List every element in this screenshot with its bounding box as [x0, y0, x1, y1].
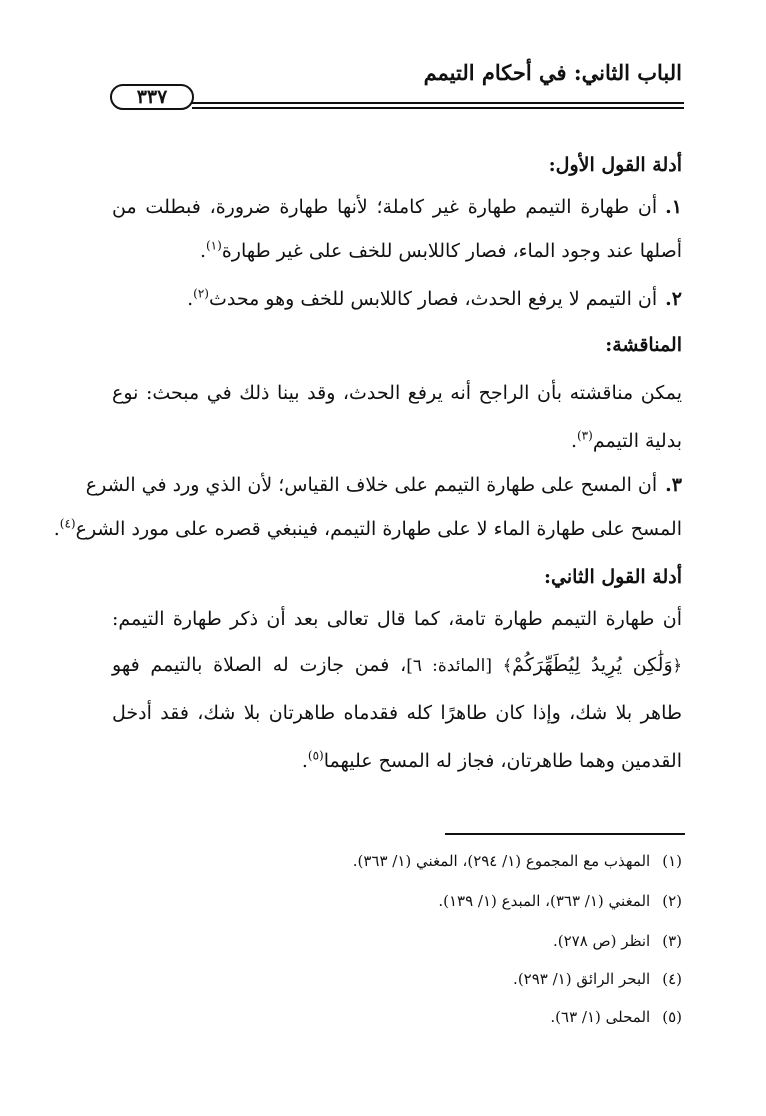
discussion-line-1: يمكن مناقشته بأن الراجح أنه يرفع الحدث، وقد بينا ذلك في مبحث: نوع — [112, 382, 682, 404]
second-opinion-line-3: طاهر بلا شك، وإذا كان طاهرًا كله فقدماه طاهرتان بلا شك، فقد أدخل — [112, 702, 682, 724]
header-rule-secondary — [192, 107, 684, 109]
footnote-3 — [553, 930, 682, 952]
point-3-text-1: أن المسح على طهارة التيمم على خلاف القياس؛ لأن الذي ورد في الشرع — [85, 474, 658, 496]
footnote-5 — [550, 1006, 682, 1028]
footnote-ref-1: (١) — [205, 238, 222, 253]
point-1-text-1: أن طهارة التيمم طهارة غير كاملة؛ لأنها طهارة ضرورة، فبطلت من — [112, 196, 658, 218]
quran-close-bracket: ﴾ — [502, 656, 513, 675]
point-2-line: ٢.أن التيمم لا يرفع الحدث، فصار كاللابس للخف وهو محدث$^{(٢)}$. — [187, 286, 682, 310]
footnote-4-number: (٤) — [662, 970, 682, 988]
footnote-5-text: المحلى (١/ ٦٣). — [550, 1008, 651, 1026]
second-opinion-line-4: القدمين وهما طاهرتان، فجاز له المسح عليهما$^{(٥)}$. — [301, 748, 682, 772]
footnote-4-text: البحر الرائق (١/ ٢٩٣). — [513, 970, 651, 988]
footnote-1-text: المهذب مع المجموع (١/ ٢٩٤)، المغني (١/ ٣٦٣). — [352, 852, 651, 870]
footnote-2 — [438, 890, 682, 912]
footnote-1-number: (١) — [662, 852, 682, 870]
footnote-3-number: (٣) — [662, 932, 682, 950]
quran-verse: وَلَٰكِن يُرِيدُ لِيُطَهِّرَكُمْ — [512, 654, 673, 676]
section-heading-first-opinion: أدلة القول الأول: — [548, 154, 682, 176]
discussion-heading: المناقشة: — [605, 334, 682, 356]
footnote-5-number: (٥) — [662, 1008, 682, 1026]
second-opinion-line-1: أن طهارة التيمم طهارة تامة، كما قال تعالى بعد أن ذكر طهارة التيمم: — [112, 608, 682, 630]
footnote-ref-2: (٢) — [193, 286, 209, 301]
header-rule — [192, 102, 684, 104]
point-3-text-2: المسح على طهارة الماء لا على طهارة التيمم، فينبغي قصره على مورد الشرع — [75, 518, 682, 540]
point-1-number: ١. — [665, 196, 682, 218]
point-1-line-2: أصلها عند وجود الماء، فصار كاللابس للخف على غير طهارة$^{(١)}$. — [199, 238, 682, 262]
second-opinion-line-2 — [112, 650, 682, 681]
point-2-text: أن التيمم لا يرفع الحدث، فصار كاللابس للخف وهو محدث — [208, 288, 658, 310]
footnote-ref-3: (٣) — [576, 428, 593, 443]
point-1-line-1 — [112, 192, 682, 222]
footnote-4 — [513, 968, 682, 990]
footnote-2-number: (٢) — [662, 892, 682, 910]
discussion-text-2: بدلية التيمم — [592, 430, 682, 452]
page-number-badge — [110, 84, 194, 110]
footnote-ref-5: (٥) — [307, 748, 324, 763]
point-3-line-2: المسح على طهارة الماء لا على طهارة التيمم، فينبغي قصره على مورد الشرع$^{(٤)}$. — [53, 516, 682, 540]
footnote-separator — [445, 833, 685, 835]
point-2-number: ٢. — [665, 288, 682, 310]
footnote-ref-4: (٤) — [59, 516, 76, 531]
footnote-3-text: انظر (ص ٢٧٨). — [552, 932, 651, 950]
section-heading-second-opinion: أدلة القول الثاني: — [544, 566, 682, 588]
point-3-number: ٣. — [665, 474, 682, 496]
footnote-1 — [353, 850, 682, 872]
quran-open-bracket: ﴿ — [672, 656, 682, 675]
quran-reference: [المائدة: ٦] — [406, 656, 492, 676]
second-opinion-text-4: القدمين وهما طاهرتان، فجاز له المسح عليهما — [323, 750, 682, 772]
discussion-line-2: بدلية التيمم$^{(٣)}$. — [570, 428, 682, 452]
second-opinion-text-2: ، فمن جازت له الصلاة بالتيمم فهو — [112, 654, 407, 676]
footnote-2-text: المغني (١/ ٣٦٣)، المبدع (١/ ١٣٩). — [438, 892, 651, 910]
page-number: ٣٣٧ — [136, 86, 168, 108]
point-1-text-2: أصلها عند وجود الماء، فصار كاللابس للخف على غير طهارة — [221, 240, 682, 262]
point-3-line-1 — [85, 470, 682, 500]
chapter-title: الباب الثاني: في أحكام التيمم — [423, 60, 682, 85]
